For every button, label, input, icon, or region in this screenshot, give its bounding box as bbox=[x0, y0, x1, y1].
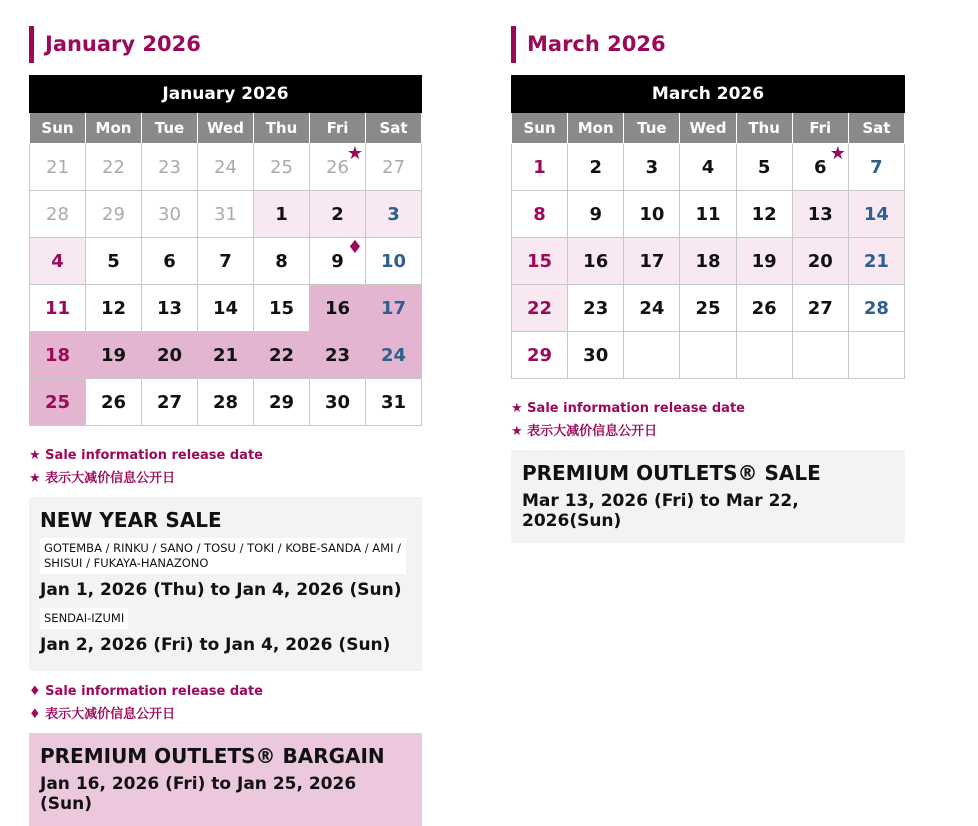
day-number: 29 bbox=[527, 344, 553, 366]
day-number: 10 bbox=[380, 250, 407, 272]
day-number: 25 bbox=[44, 391, 71, 413]
day-cell bbox=[198, 144, 254, 191]
march-section bbox=[511, 26, 905, 543]
weekday-sat: Sat bbox=[366, 113, 422, 144]
weekday-tue: Tue bbox=[142, 113, 198, 144]
day-cell bbox=[512, 144, 568, 191]
day-number: 12 bbox=[751, 203, 777, 225]
day-cell bbox=[86, 238, 142, 285]
day-number: 16 bbox=[583, 250, 609, 272]
day-cell bbox=[86, 379, 142, 426]
day-number: 21 bbox=[46, 156, 69, 178]
day-cell bbox=[142, 191, 198, 238]
day-cell bbox=[254, 332, 310, 379]
day-number: 20 bbox=[807, 250, 833, 272]
day-cell bbox=[792, 144, 848, 191]
day-cell bbox=[254, 379, 310, 426]
day-cell bbox=[142, 144, 198, 191]
weekday-thu: Thu bbox=[736, 113, 792, 144]
day-cell bbox=[736, 238, 792, 285]
day-cell bbox=[512, 285, 568, 332]
calendar-title: March 2026 bbox=[512, 76, 905, 113]
january-calendar bbox=[29, 75, 422, 426]
day-number: 14 bbox=[863, 203, 889, 225]
day-number: 18 bbox=[44, 344, 71, 366]
day-cell bbox=[848, 285, 904, 332]
day-cell bbox=[568, 238, 624, 285]
weekday-fri: Fri bbox=[792, 113, 848, 144]
day-number: 11 bbox=[695, 203, 721, 225]
day-cell bbox=[254, 191, 310, 238]
day-cell bbox=[198, 379, 254, 426]
march-calendar bbox=[511, 75, 905, 379]
day-cell bbox=[86, 144, 142, 191]
day-cell bbox=[366, 144, 422, 191]
day-cell bbox=[310, 285, 366, 332]
star-icon: ★ bbox=[346, 143, 363, 164]
day-cell bbox=[366, 238, 422, 285]
day-cell bbox=[736, 144, 792, 191]
day-cell bbox=[366, 191, 422, 238]
day-cell bbox=[30, 332, 86, 379]
day-cell bbox=[848, 191, 904, 238]
day-cell bbox=[512, 238, 568, 285]
day-number: 23 bbox=[583, 297, 609, 319]
week-row bbox=[30, 191, 422, 238]
weekday-fri: Fri bbox=[310, 113, 366, 144]
day-cell bbox=[848, 238, 904, 285]
weekday-sun: Sun bbox=[512, 113, 568, 144]
day-number: 24 bbox=[639, 297, 665, 319]
day-number: 29 bbox=[268, 391, 295, 413]
week-row bbox=[512, 285, 905, 332]
day-number: 7 bbox=[870, 156, 883, 178]
day-cell bbox=[254, 285, 310, 332]
day-number: 15 bbox=[527, 250, 553, 272]
day-cell bbox=[30, 285, 86, 332]
calendar-title: January 2026 bbox=[30, 76, 422, 113]
day-cell bbox=[86, 332, 142, 379]
day-cell bbox=[624, 191, 680, 238]
day-cell bbox=[568, 332, 624, 379]
week-row bbox=[512, 238, 905, 285]
day-number: 4 bbox=[51, 250, 64, 272]
day-cell bbox=[366, 379, 422, 426]
store-list-1: GOTEMBA / RINKU / SANO / TOSU / TOKI / KOBE-SANDA / AMI / SHISUI / FUKAYA-HANAZONO bbox=[40, 538, 406, 574]
day-number: 15 bbox=[268, 297, 295, 319]
day-cell bbox=[142, 332, 198, 379]
day-cell bbox=[624, 144, 680, 191]
premium-outlets-sale-dates: Mar 13, 2026 (Fri) to Mar 22, 2026(Sun) bbox=[522, 491, 799, 531]
empty-day-cell bbox=[736, 332, 792, 379]
day-number: 10 bbox=[639, 203, 665, 225]
diamond-icon: ♦ bbox=[346, 237, 363, 258]
day-cell bbox=[86, 285, 142, 332]
star-legend-zh: ★ 表示大减价信息公开日 bbox=[511, 424, 658, 439]
week-row bbox=[30, 238, 422, 285]
day-cell bbox=[792, 285, 848, 332]
day-number: 17 bbox=[380, 297, 407, 319]
weekday-thu: Thu bbox=[254, 113, 310, 144]
day-cell bbox=[624, 238, 680, 285]
day-number: 27 bbox=[156, 391, 183, 413]
day-number: 1 bbox=[533, 156, 546, 178]
week-row bbox=[30, 379, 422, 426]
day-number: 31 bbox=[380, 391, 407, 413]
week-row bbox=[512, 191, 905, 238]
day-cell bbox=[736, 191, 792, 238]
day-number: 21 bbox=[863, 250, 889, 272]
day-number: 5 bbox=[757, 156, 771, 178]
star-legend-en: ★ Sale information release date bbox=[29, 448, 263, 463]
day-number: 1 bbox=[275, 203, 288, 225]
day-cell bbox=[30, 238, 86, 285]
day-number: 13 bbox=[156, 297, 183, 319]
bargain-dates: Jan 16, 2026 (Fri) to Jan 25, 2026 (Sun) bbox=[40, 774, 357, 814]
day-cell bbox=[310, 238, 366, 285]
week-row bbox=[30, 144, 422, 191]
day-cell bbox=[366, 332, 422, 379]
day-number: 22 bbox=[102, 156, 125, 178]
day-number: 19 bbox=[100, 344, 127, 366]
march-heading: March 2026 bbox=[511, 26, 905, 63]
day-number: 2 bbox=[331, 203, 344, 225]
day-number: 30 bbox=[583, 344, 609, 366]
star-legend-zh: ★ 表示大减价信息公开日 bbox=[29, 471, 176, 486]
weekday-sat: Sat bbox=[848, 113, 904, 144]
sale-dates-2: Jan 2, 2026 (Fri) to Jan 4, 2026 (Sun) bbox=[40, 635, 391, 655]
diamond-legend-zh: ♦ 表示大减价信息公开日 bbox=[29, 707, 176, 722]
day-cell bbox=[198, 332, 254, 379]
day-number: 19 bbox=[751, 250, 777, 272]
day-number: 5 bbox=[107, 250, 120, 272]
day-number: 28 bbox=[863, 297, 889, 319]
star-legend bbox=[511, 397, 905, 443]
day-cell bbox=[198, 191, 254, 238]
day-cell bbox=[310, 191, 366, 238]
day-number: 3 bbox=[387, 203, 400, 225]
day-cell bbox=[310, 144, 366, 191]
day-number: 29 bbox=[102, 203, 125, 225]
day-number: 30 bbox=[158, 203, 181, 225]
day-number: 9 bbox=[589, 203, 602, 225]
day-number: 16 bbox=[324, 297, 351, 319]
day-number: 27 bbox=[807, 297, 833, 319]
day-number: 17 bbox=[639, 250, 665, 272]
premium-outlets-sale-box bbox=[511, 450, 905, 543]
day-number: 11 bbox=[44, 297, 71, 319]
day-cell bbox=[792, 238, 848, 285]
day-cell bbox=[792, 191, 848, 238]
day-number: 24 bbox=[214, 156, 237, 178]
day-number: 8 bbox=[275, 250, 288, 272]
weekday-mon: Mon bbox=[568, 113, 624, 144]
week-row bbox=[30, 285, 422, 332]
premium-outlets-sale-title: PREMIUM OUTLETS® SALE bbox=[522, 461, 821, 485]
day-cell bbox=[568, 144, 624, 191]
day-number: 30 bbox=[324, 391, 351, 413]
day-cell bbox=[568, 285, 624, 332]
diamond-legend-en: ♦ Sale information release date bbox=[29, 684, 263, 699]
week-row bbox=[30, 332, 422, 379]
day-number: 7 bbox=[219, 250, 232, 272]
day-cell bbox=[142, 285, 198, 332]
day-cell bbox=[254, 238, 310, 285]
bargain-title: PREMIUM OUTLETS® BARGAIN bbox=[40, 744, 385, 768]
day-cell bbox=[680, 144, 736, 191]
weekday-row bbox=[512, 113, 905, 144]
day-number: 2 bbox=[589, 156, 602, 178]
day-cell bbox=[254, 144, 310, 191]
new-year-sale-title: NEW YEAR SALE bbox=[40, 508, 222, 532]
day-number: 25 bbox=[695, 297, 721, 319]
day-cell bbox=[30, 144, 86, 191]
bargain-box bbox=[29, 733, 422, 826]
empty-day-cell bbox=[792, 332, 848, 379]
day-number: 20 bbox=[156, 344, 183, 366]
day-number: 22 bbox=[268, 344, 295, 366]
day-cell bbox=[30, 191, 86, 238]
empty-day-cell bbox=[624, 332, 680, 379]
day-cell bbox=[142, 379, 198, 426]
day-number: 23 bbox=[158, 156, 181, 178]
day-number: 9 bbox=[331, 250, 344, 272]
new-year-sale-box bbox=[29, 497, 422, 671]
day-number: 31 bbox=[214, 203, 237, 225]
star-icon: ★ bbox=[829, 143, 846, 164]
diamond-legend bbox=[29, 680, 422, 726]
day-cell bbox=[512, 332, 568, 379]
empty-day-cell bbox=[848, 332, 904, 379]
day-cell bbox=[30, 379, 86, 426]
day-number: 28 bbox=[46, 203, 69, 225]
day-cell bbox=[198, 285, 254, 332]
weekday-wed: Wed bbox=[680, 113, 736, 144]
store-list-2: SENDAI-IZUMI bbox=[40, 608, 128, 629]
sale-dates-1: Jan 1, 2026 (Thu) to Jan 4, 2026 (Sun) bbox=[40, 580, 402, 600]
day-number: 26 bbox=[326, 156, 349, 178]
day-cell bbox=[310, 379, 366, 426]
day-number: 18 bbox=[695, 250, 721, 272]
star-legend bbox=[29, 444, 422, 490]
weekday-wed: Wed bbox=[198, 113, 254, 144]
weekday-sun: Sun bbox=[30, 113, 86, 144]
day-number: 24 bbox=[380, 344, 407, 366]
day-cell bbox=[142, 238, 198, 285]
weekday-row bbox=[30, 113, 422, 144]
day-cell bbox=[624, 285, 680, 332]
day-cell bbox=[310, 332, 366, 379]
day-cell bbox=[680, 191, 736, 238]
empty-day-cell bbox=[680, 332, 736, 379]
day-number: 26 bbox=[100, 391, 127, 413]
day-number: 13 bbox=[807, 203, 833, 225]
day-number: 27 bbox=[382, 156, 405, 178]
day-cell bbox=[680, 238, 736, 285]
january-section bbox=[29, 26, 422, 826]
day-number: 28 bbox=[212, 391, 239, 413]
day-cell bbox=[848, 144, 904, 191]
day-number: 3 bbox=[645, 156, 659, 178]
day-cell bbox=[198, 238, 254, 285]
day-number: 8 bbox=[533, 203, 546, 225]
day-number: 25 bbox=[270, 156, 293, 178]
day-number: 14 bbox=[212, 297, 239, 319]
day-number: 26 bbox=[751, 297, 777, 319]
star-legend-en: ★ Sale information release date bbox=[511, 401, 745, 416]
day-cell bbox=[568, 191, 624, 238]
january-heading: January 2026 bbox=[29, 26, 422, 63]
day-cell bbox=[680, 285, 736, 332]
weekday-mon: Mon bbox=[86, 113, 142, 144]
day-cell bbox=[736, 285, 792, 332]
day-number: 21 bbox=[212, 344, 239, 366]
day-number: 12 bbox=[100, 297, 127, 319]
day-number: 22 bbox=[527, 297, 553, 319]
day-number: 6 bbox=[163, 250, 176, 272]
day-cell bbox=[86, 191, 142, 238]
day-cell bbox=[366, 285, 422, 332]
week-row bbox=[512, 332, 905, 379]
weekday-tue: Tue bbox=[624, 113, 680, 144]
day-number: 23 bbox=[324, 344, 351, 366]
week-row bbox=[512, 144, 905, 191]
day-cell bbox=[512, 191, 568, 238]
day-number: 6 bbox=[814, 156, 827, 178]
day-number: 4 bbox=[701, 156, 715, 178]
